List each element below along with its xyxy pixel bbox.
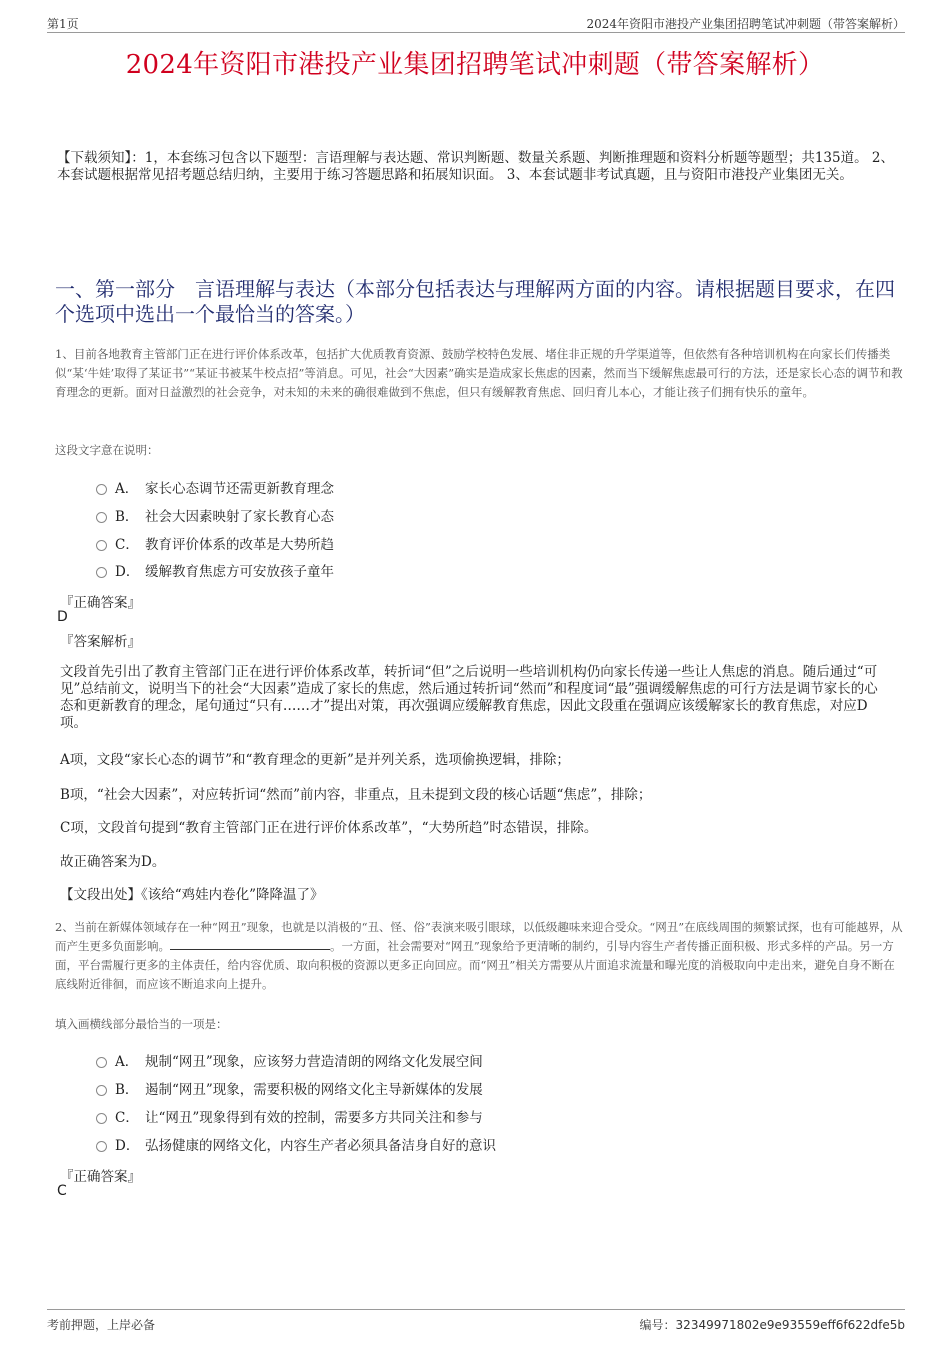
- question-2-stem: 填入画横线部分最恰当的一项是：: [55, 1017, 228, 1031]
- radio-icon[interactable]: [96, 540, 107, 551]
- q1-analysis-conclusion: 故正确答案为D。: [60, 854, 166, 870]
- option-letter: C．: [115, 1110, 139, 1126]
- q1-option-d[interactable]: [96, 559, 334, 581]
- q2-option-b[interactable]: [96, 1077, 483, 1099]
- option-text: 规制“网丑”现象，应该努力营造清朗的网络文化发展空间: [145, 1054, 483, 1070]
- option-text: 教育评价体系的改革是大势所趋: [145, 537, 334, 553]
- option-letter: D．: [115, 1138, 140, 1154]
- footer-code-value: 32349971802e9e93559eff6f622dfe5b: [675, 1318, 905, 1332]
- option-letter: A．: [115, 481, 139, 497]
- radio-icon[interactable]: [96, 1141, 107, 1152]
- question-2-text: [55, 918, 905, 994]
- radio-icon[interactable]: [96, 567, 107, 578]
- fill-blank: [170, 937, 330, 950]
- option-text: 弘扬健康的网络文化，内容生产者必须具备洁身自好的意识: [145, 1138, 496, 1154]
- radio-icon[interactable]: [96, 1057, 107, 1068]
- page-header: [47, 14, 905, 33]
- radio-icon[interactable]: [96, 484, 107, 495]
- question-1-text: 1、目前各地教育主管部门正在进行评价体系改革，包括扩大优质教育资源、鼓励学校特色发展、堵住非正规的升学渠道等，但依然有各种培训机构在向家长们传播类似“某‘牛娃’取得了某证书”“某证书被某牛校点招”等消息。可见，社会“大因素”确实是造成家长焦虑的因素，然而当下缓解焦虑最可行的方法，还是家长心态的调节和教育理念的更新。面对日益激烈的社会竞争，对未知的未来的确很难做到不焦虑，但只有缓解教育焦虑、回归育儿本心，才能让孩子们拥有快乐的童年。: [55, 347, 903, 399]
- q1-option-c[interactable]: [96, 532, 334, 554]
- q2-answer: C: [57, 1183, 67, 1199]
- q1-source: 【文段出处】《该给“鸡娃内卷化”降降温了》: [60, 887, 324, 903]
- page-title: 2024年资阳市港投产业集团招聘笔试冲刺题（带答案解析）: [125, 50, 825, 80]
- footer-slogan: 考前押题，上岸必备: [47, 1318, 156, 1332]
- page-footer: [47, 1309, 905, 1340]
- option-text: 家长心态调节还需更新教育理念: [145, 481, 334, 497]
- header-doc-title: 2024年资阳市港投产业集团招聘笔试冲刺题（带答案解析）: [586, 17, 905, 31]
- q2-option-a[interactable]: [96, 1049, 483, 1071]
- option-letter: B．: [115, 1082, 139, 1098]
- q1-analysis-a: A项，文段“家长心态的调节”和“教育理念的更新”是并列关系，选项偷换逻辑，排除；: [60, 752, 570, 768]
- q1-analysis-label: 『答案解析』: [60, 634, 141, 650]
- option-letter: C．: [115, 537, 139, 553]
- radio-icon[interactable]: [96, 1085, 107, 1096]
- footer-code-label: 编号：: [639, 1318, 676, 1332]
- option-letter: D．: [115, 564, 140, 580]
- page-number: 第1页: [47, 17, 79, 31]
- q1-option-b[interactable]: [96, 504, 334, 526]
- q1-option-a[interactable]: [96, 476, 334, 498]
- q2-answer-label: 『正确答案』: [60, 1169, 141, 1185]
- radio-icon[interactable]: [96, 512, 107, 523]
- question-2-text-after: 。一方面，社会需要对“网丑”现象给予更清晰的制约，引导内容生产者传播正面积极、形式多样的产品。另一方面，平台需履行更多的主体责任，给内容优质、取向积极的资源以更多正向回应。而“网丑”相关方需要从片面追求流量和曝光度的消极取向中走出来，避免自身不断在底线附近徘徊，而应该不断追求向上提升。: [55, 939, 895, 991]
- q1-answer: D: [57, 609, 68, 625]
- footer-code: [640, 1316, 905, 1333]
- option-text: 社会大因素映射了家长教育心态: [145, 509, 334, 525]
- option-text: 让“网丑”现象得到有效的控制，需要多方共同关注和参与: [145, 1110, 483, 1126]
- q1-analysis-b: B项，“社会大因素”，对应转折词“然而”前内容，非重点，且未提到文段的核心话题“焦虑”，排除；: [60, 787, 652, 803]
- section-heading: 一、第一部分 言语理解与表达（本部分包括表达与理解两方面的内容。请根据题目要求，在四个选项中选出一个最恰当的答案。）: [55, 277, 895, 326]
- q2-option-d[interactable]: [96, 1133, 496, 1155]
- q1-analysis-c: C项，文段首句提到“教育主管部门正在进行评价体系改革”，“大势所趋”时态错误，排除。: [60, 820, 598, 836]
- q1-analysis-main: 文段首先引出了教育主管部门正在进行评价体系改革，转折词“但”之后说明一些培训机构仍向家长传递一些让人焦虑的消息。随后通过“可见”总结前文，说明当下的社会“大因素”造成了家长的焦虑，然后通过转折词“然而”和程度词“最”强调缓解焦虑的可行方法是调节家长的心态和更新教育的理念，尾句通过“只有……才”提出对策，再次强调应缓解教育焦虑，因此文段重在强调应该缓解家长的教育焦虑，对应D项。: [60, 664, 878, 731]
- option-text: 遏制“网丑”现象，需要积极的网络文化主导新媒体的发展: [145, 1082, 483, 1098]
- option-text: 缓解教育焦虑方可安放孩子童年: [145, 564, 334, 580]
- q2-option-c[interactable]: [96, 1105, 483, 1127]
- option-letter: B．: [115, 509, 139, 525]
- question-2-text-before: 2、当前在新媒体领域存在一种“网丑”现象，也就是以消极的“丑、怪、俗”表演来吸引眼球，以低级趣味来迎合受众。“网丑”在底线周围的频繁试探，也有可能越界，从而产生更多负面影响。: [55, 920, 903, 953]
- option-letter: A．: [115, 1054, 139, 1070]
- q1-answer-label: 『正确答案』: [60, 595, 141, 611]
- download-notice: 【下载须知】：1，本套练习包含以下题型：言语理解与表达题、常识判断题、数量关系题、判断推理题和资料分析题等题型；共135道。 2、本套试题根据常见招考题总结归纳，主要用于练习答题思路和拓展知识面。 3、本套试题非考试真题，且与资阳市港投产业集团无关。: [57, 150, 894, 183]
- question-1-stem: 这段文字意在说明：: [55, 443, 159, 457]
- radio-icon[interactable]: [96, 1113, 107, 1124]
